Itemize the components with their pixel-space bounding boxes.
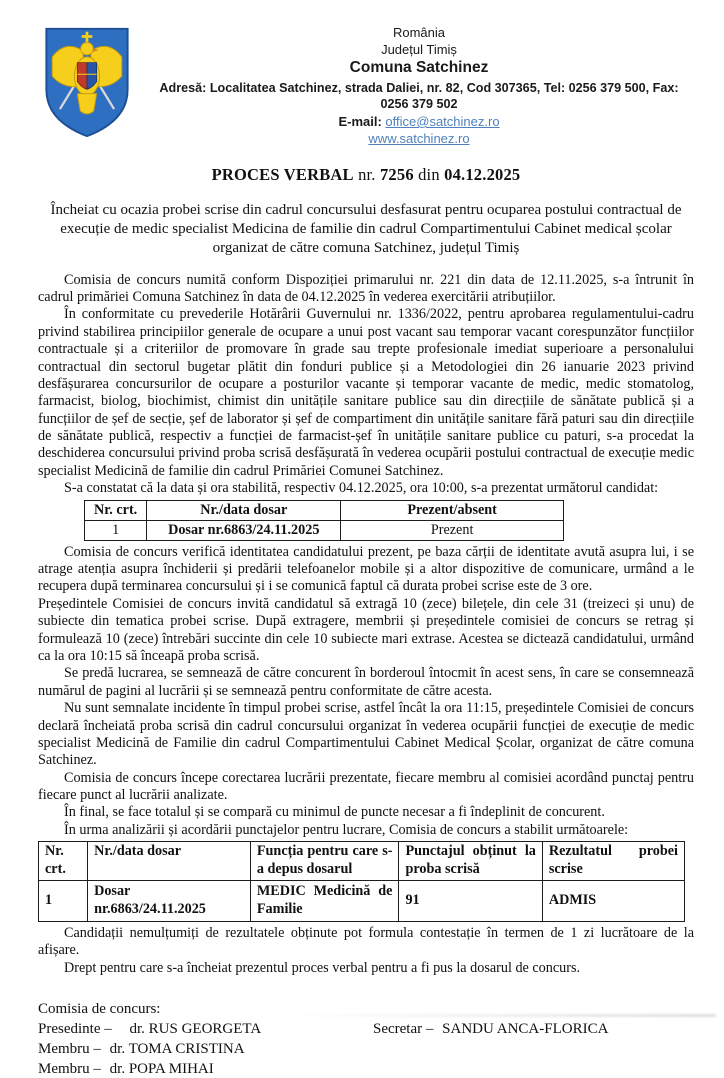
col-header-nr: Nr. crt. — [85, 500, 147, 520]
table-row — [85, 520, 564, 540]
col-header-dosar: Nr./data dosar — [147, 500, 341, 520]
title-nr-value: 7256 — [379, 165, 414, 185]
table-header-row — [39, 842, 685, 881]
paragraph: În conformitate cu prevederile Hotărârii Guvernului nr. 1336/2022, pentru aprobarea regulamentului-cadru privind stabilirea principiilor generale de ocupare a unui post vacant sau temporar vacant corespunzător funcțiilor contractuale și a criteriilor de promovare în grade sau trepte profesionale imediat superioare a personalului contractual din sectorul bugetar plătit din fonduri publice și a Metodologiei din 26 ianuarie 2023 privind desfășurarea concursurilor de ocupare a posturilor vacante și temporar vacante de medic, medic stomatolog, farmacist, biolog, biochimist, chimist din unitățile sanitare publice sau din direcțiile de sănătate publică și a funcțiilor de șef de secție, șef de laborator și șef de compartiment din unitățile sanitare fără paturi sau din direcțiile de sănătate publică, respectiv a funcției de farmacist-șef în unitățile sanitare publice cu paturi, s-a procedat la deschiderea concursului privind proba scrisă desfășurată în vederea ocupării postului contractual de execuție medic specialist Medicină de familie din cadrul Primăriei Comunei Satchinez. — [38, 306, 694, 479]
col-header-rezultat: Rezultatul probei scrise — [542, 842, 684, 881]
col-header-prezent: Prezent/absent — [341, 500, 564, 520]
cell-nr: 1 — [39, 880, 88, 921]
address-line: Adresă: Localitatea Satchinez, strada Daliei, nr. 82, Cod 307365, Tel: 0256 379 500, Fax: 0256 379 502 — [159, 80, 679, 112]
signature-row — [38, 1041, 694, 1058]
letterhead — [38, 20, 694, 147]
letterhead-text — [144, 20, 694, 147]
signature-row — [38, 1021, 694, 1038]
signatures-section — [38, 1001, 694, 1078]
intro-paragraph: Încheiat cu ocazia probei scrise din cadrul concursului desfasurat pentru ocuparea postului contractual de execuție de medic specialist Medicina de familie din cadrul Compartimentului Cabinet medical școlar organizat de către comuna Satchinez, județul Timiș — [50, 202, 682, 256]
body-section-1 — [38, 272, 694, 498]
president-name: dr. RUS GEORGETA — [129, 1020, 262, 1037]
secretary-name: SANDU ANCA-FLORICA — [442, 1020, 609, 1037]
member-name: dr. POPA MIHAI — [109, 1060, 214, 1077]
member-name: dr. TOMA CRISTINA — [109, 1040, 245, 1057]
table-header-row — [85, 500, 564, 520]
paragraph: Drept pentru care s-a încheiat prezentul proces verbal pentru a fi pus la dosarul de concurs. — [64, 959, 581, 976]
paragraph: Se predă lucrarea, se semnează de către concurent în borderoul întocmit în acest sens, în care se consemnează numărul de pagini al lucrării și se semnează pentru conformitate de către acesta. — [38, 665, 694, 699]
results-table — [38, 841, 685, 922]
paragraph: În urma analizării și acordării punctajelor pentru lucrare, Comisia de concurs a stabilit următoarele: — [64, 821, 629, 838]
paragraph: Candidații nemulțumiți de rezultatele obținute pot formula contestație în termen de 1 zi lucrătoare de la afișare. — [38, 924, 694, 959]
presence-table — [84, 500, 564, 541]
scan-artifact — [286, 1014, 716, 1017]
cell-dosar: Dosar nr.6863/24.11.2025 — [88, 880, 251, 921]
paragraph: Comisia de concurs verifică identitatea candidatului prezent, pe baza cărții de identitate avută asupra lui, i se atrage atenția asupra închiderii și predării telefoanelor mobile și a altor dispozitive de comunicare, urmând a le recupera după terminarea concursului și i se comunică faptul că durata probei scrise este de 3 ore. — [38, 543, 694, 595]
paragraph: Comisia de concurs începe corectarea lucrării prezentate, fiecare membru al comisiei acordând punctaj pentru fiecare punct al lucrării analizate. — [38, 769, 694, 804]
secretary-role: Secretar – — [373, 1020, 434, 1037]
col-header-dosar: Nr./data dosar — [88, 842, 251, 881]
cell-functia: MEDIC Medicină de Familie — [250, 880, 399, 921]
paragraph: În final, se face totalul și se compară cu minimul de puncte necesar a fi îndeplinit de concurent. — [64, 804, 605, 821]
signature-row — [38, 1061, 694, 1078]
country-name: România — [392, 25, 446, 40]
website-link[interactable]: www.satchinez.ro — [368, 131, 470, 147]
email-link[interactable]: office@satchinez.ro — [385, 113, 500, 129]
member-role: Membru – — [38, 1040, 101, 1057]
title-nr-label: nr. — [358, 165, 376, 185]
committee-label: Comisia de concurs: — [38, 1000, 161, 1017]
cell-punctaj: 91 — [399, 880, 542, 921]
paragraph: S-a constatat că la data și ora stabilită, respectiv 04.12.2025, ora 10:00, s-a prezentat următorul candidat: — [64, 480, 659, 497]
paragraph: Președintele Comisiei de concurs invită candidatul să extragă 10 (zece) bilețele, din cele 31 (treizeci și unu) de subiecte din tematica probei scrise. După extragere, membrii și președintele comisiei de concurs se retrag și formulează 10 (zece) întrebări succinte din cele 10 subiecte mari extrase. Acestea se dictează candidatului, urmând ca la ora 10:15 să înceapă proba scrisă. — [38, 595, 694, 664]
document-title — [38, 165, 694, 185]
member-role: Membru – — [38, 1060, 101, 1077]
romania-coat-of-arms-icon — [38, 20, 144, 145]
paragraph: Comisia de concurs numită conform Dispoziției primarului nr. 221 din data de 12.11.2025, s-a întrunit în cadrul primăriei Comuna Satchinez în data de 04.12.2025 în vederea exercitării atribuțiilor. — [38, 271, 694, 305]
table-row — [39, 880, 685, 921]
col-header-punctaj: Punctajul obținut la proba scrisă — [399, 842, 542, 881]
col-header-nr: Nr. crt. — [39, 842, 88, 881]
email-label: E-mail: — [338, 113, 382, 129]
title-din-label: din — [418, 165, 440, 185]
coat-of-arms-svg — [38, 24, 136, 140]
cell-rezultat: ADMIS — [542, 880, 684, 921]
cell-dosar: Dosar nr.6863/24.11.2025 — [147, 520, 341, 540]
title-date: 04.12.2025 — [444, 165, 521, 185]
body-section-3 — [38, 925, 694, 977]
col-header-functia: Funcția pentru care s-a depus dosarul — [250, 842, 399, 881]
title-main: PROCES VERBAL — [211, 165, 354, 185]
county-name: Județul Timiș — [381, 42, 457, 58]
paragraph: Nu sunt semnalate incidente în timpul probei scrise, astfel încât la ora 11:15, președintele Comisiei de concurs declară încheiată proba scrisă din cadrul concursului organizat în vederea ocupării funcției de execuție de medic specialist Medicină de Familie din cadrul Compartimentului Cabinet Medical Școlar, organizat de către comuna Satchinez. — [38, 700, 694, 769]
president-role: Presedinte – — [38, 1020, 112, 1037]
cell-nr: 1 — [85, 520, 147, 540]
body-section-2 — [38, 544, 694, 840]
cell-prezenta: Prezent — [341, 520, 564, 540]
commune-name: Comuna Satchinez — [349, 59, 489, 77]
